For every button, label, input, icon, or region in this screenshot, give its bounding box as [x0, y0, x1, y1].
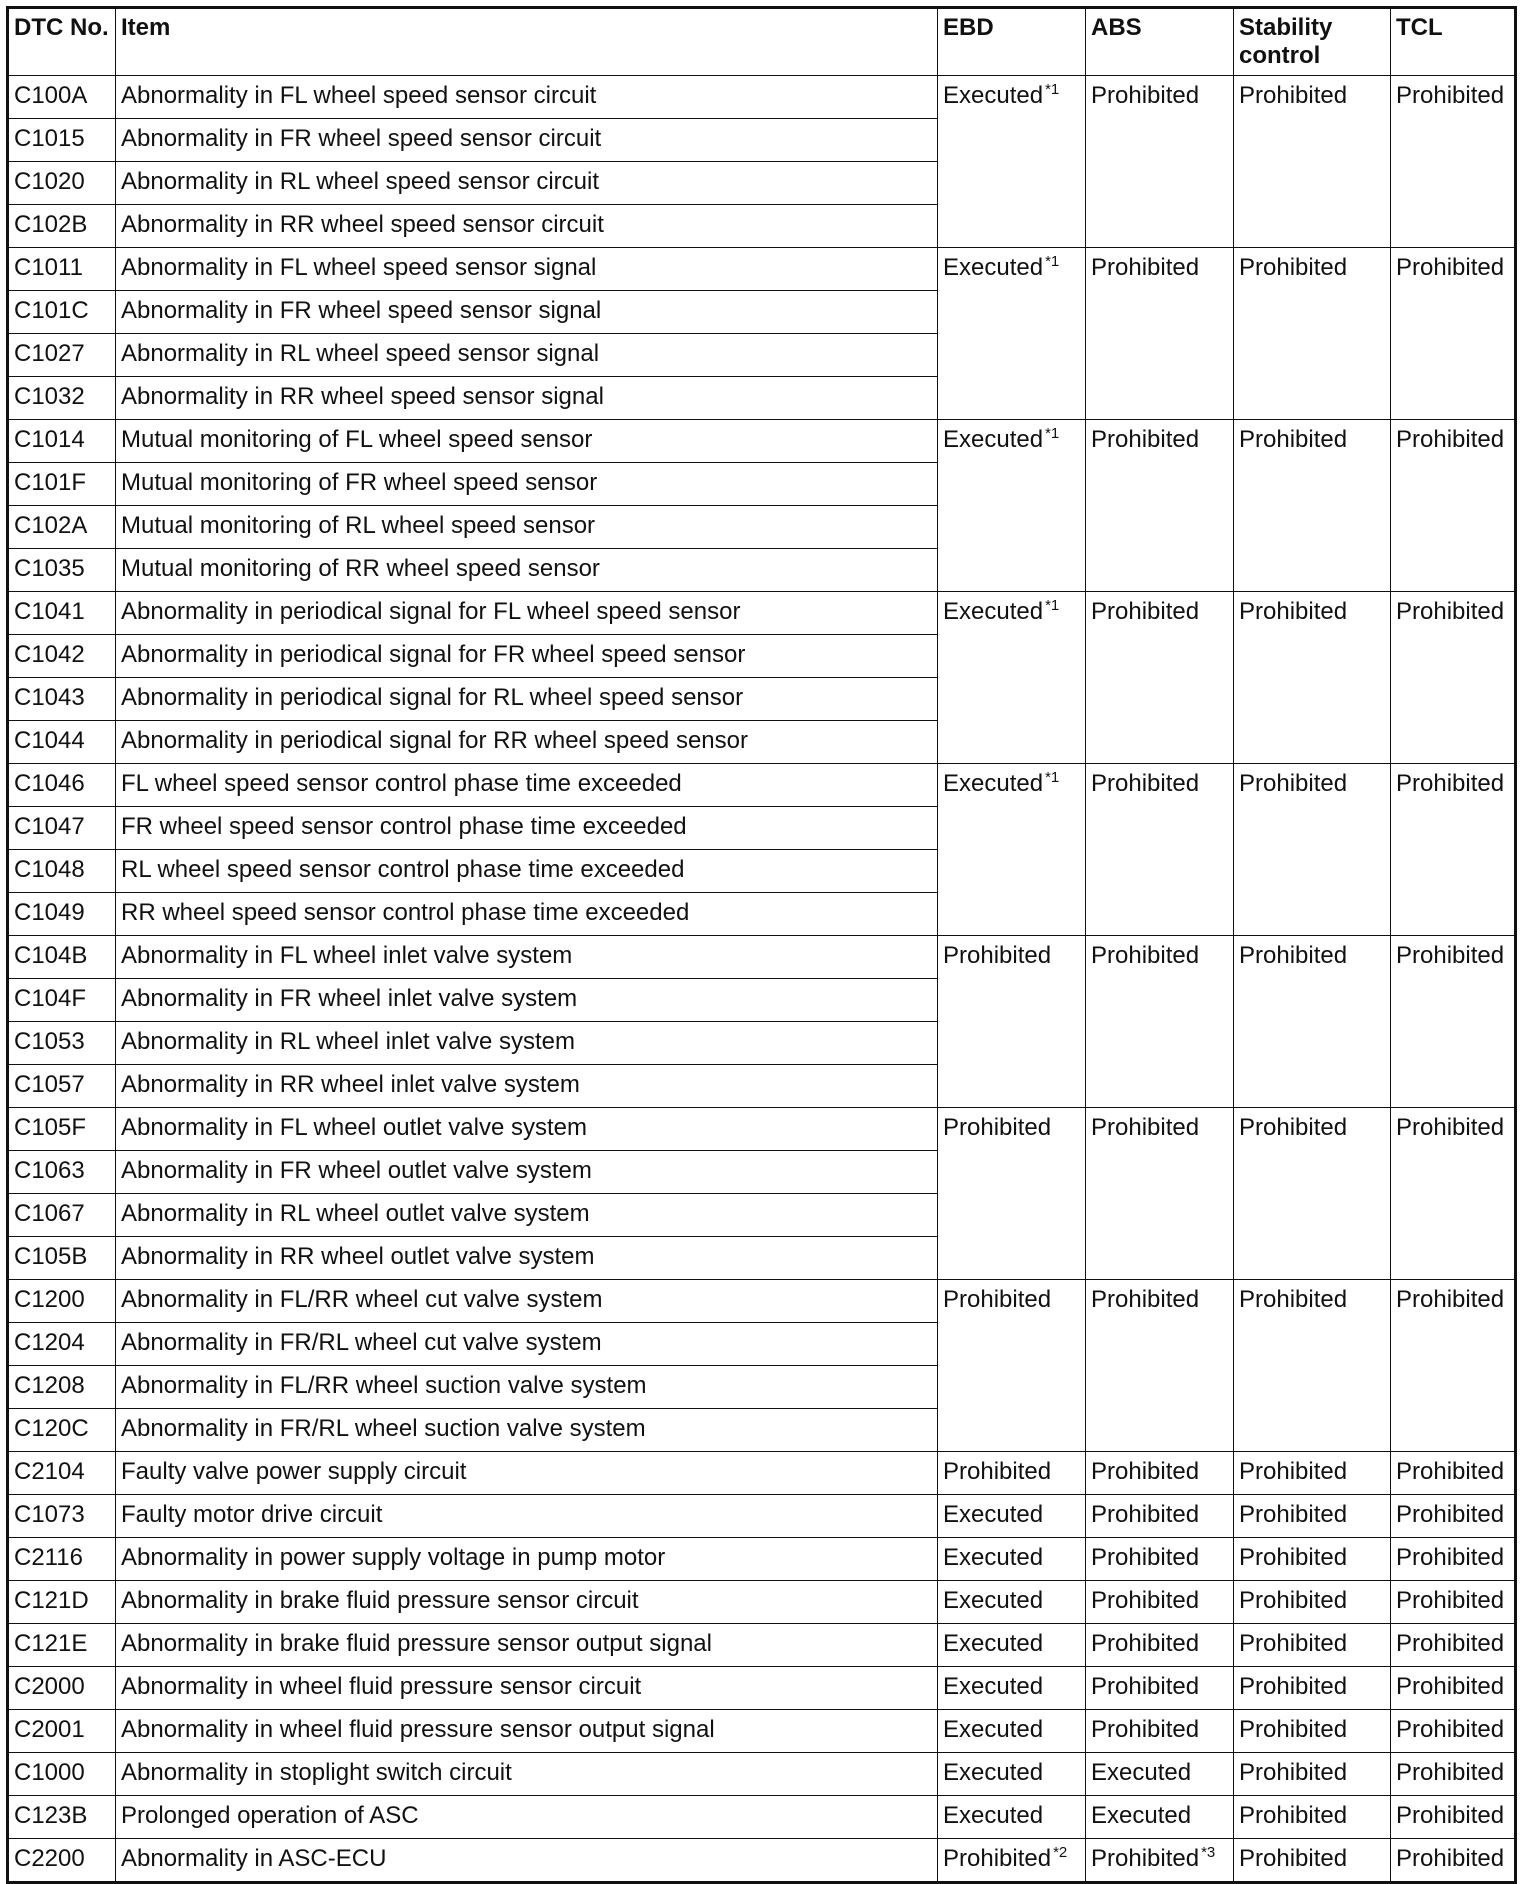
dtc-code: C1063 [8, 1151, 116, 1194]
tcl-status-text: Prohibited [1396, 1759, 1505, 1786]
footnote-marker: *3 [1201, 1844, 1216, 1861]
dtc-item: Abnormality in periodical signal for RR wheel speed sensor [116, 721, 938, 764]
table-row [8, 1753, 1516, 1796]
abs-status-text: Executed [1091, 1759, 1192, 1786]
abs-status-text: Prohibited [1091, 1587, 1200, 1614]
tcl-status [1391, 1495, 1516, 1538]
ebd-status-text: Executed [943, 598, 1044, 625]
dtc-code: C100A [8, 76, 116, 119]
dtc-item: Abnormality in FL/RR wheel suction valve system [116, 1366, 938, 1409]
header-stability-control: Stability control [1234, 8, 1391, 76]
tcl-status [1391, 1753, 1516, 1796]
stability-control-status-text: Prohibited [1239, 1630, 1348, 1657]
dtc-item: Abnormality in FR wheel outlet valve system [116, 1151, 938, 1194]
abs-status [1086, 76, 1234, 248]
abs-status-text: Prohibited [1091, 1716, 1200, 1743]
ebd-status-text: Executed [943, 1501, 1044, 1528]
dtc-item: Abnormality in wheel fluid pressure sensor output signal [116, 1710, 938, 1753]
dtc-code: C1042 [8, 635, 116, 678]
ebd-status [938, 248, 1086, 420]
tcl-status-text: Prohibited [1396, 942, 1505, 969]
dtc-item: Abnormality in FL wheel inlet valve system [116, 936, 938, 979]
dtc-code: C101C [8, 291, 116, 334]
stability-control-status [1234, 1667, 1391, 1710]
ebd-status [938, 1581, 1086, 1624]
dtc-item: Faulty motor drive circuit [116, 1495, 938, 1538]
dtc-code: C1046 [8, 764, 116, 807]
abs-status-text: Prohibited [1091, 254, 1200, 281]
abs-status [1086, 1452, 1234, 1495]
table-row [8, 1581, 1516, 1624]
ebd-status-text: Executed [943, 1630, 1044, 1657]
dtc-code: C1011 [8, 248, 116, 291]
tcl-status [1391, 1624, 1516, 1667]
stability-control-status [1234, 1495, 1391, 1538]
tcl-status [1391, 1796, 1516, 1839]
dtc-code: C1208 [8, 1366, 116, 1409]
stability-control-status-text: Prohibited [1239, 426, 1348, 453]
tcl-status [1391, 1710, 1516, 1753]
dtc-item: Mutual monitoring of FL wheel speed sensor [116, 420, 938, 463]
ebd-status-text: Executed [943, 770, 1044, 797]
tcl-status-text: Prohibited [1396, 1716, 1505, 1743]
stability-control-status [1234, 1753, 1391, 1796]
stability-control-status-text: Prohibited [1239, 1544, 1348, 1571]
stability-control-status-text: Prohibited [1239, 82, 1348, 109]
abs-status [1086, 1108, 1234, 1280]
stability-control-status [1234, 592, 1391, 764]
dtc-item: Mutual monitoring of RR wheel speed sensor [116, 549, 938, 592]
dtc-code: C101F [8, 463, 116, 506]
dtc-code: C1204 [8, 1323, 116, 1366]
abs-status-text: Prohibited [1091, 1114, 1200, 1141]
dtc-code: C123B [8, 1796, 116, 1839]
tcl-status-text: Prohibited [1396, 598, 1505, 625]
abs-status [1086, 1538, 1234, 1581]
dtc-item: Abnormality in FR wheel speed sensor signal [116, 291, 938, 334]
stability-control-status [1234, 1280, 1391, 1452]
header-tcl: TCL [1391, 8, 1516, 76]
ebd-status [938, 1796, 1086, 1839]
tcl-status [1391, 420, 1516, 592]
dtc-item: Abnormality in FR/RL wheel cut valve system [116, 1323, 938, 1366]
table-row [8, 1280, 1516, 1323]
dtc-item: Abnormality in FL wheel speed sensor circuit [116, 76, 938, 119]
dtc-code: C1073 [8, 1495, 116, 1538]
dtc-item: Abnormality in RR wheel speed sensor circuit [116, 205, 938, 248]
abs-status-text: Executed [1091, 1802, 1192, 1829]
dtc-code: C1057 [8, 1065, 116, 1108]
ebd-status-text: Prohibited [943, 1286, 1052, 1313]
stability-control-status [1234, 76, 1391, 248]
stability-control-status-text: Prohibited [1239, 1845, 1348, 1872]
ebd-status-text: Executed [943, 1673, 1044, 1700]
dtc-item: Abnormality in periodical signal for FR wheel speed sensor [116, 635, 938, 678]
ebd-status [938, 1108, 1086, 1280]
dtc-table [6, 6, 1517, 1884]
abs-status [1086, 1753, 1234, 1796]
abs-status-text: Prohibited [1091, 1845, 1200, 1872]
ebd-status [938, 1839, 1086, 1883]
ebd-status-text: Executed [943, 1759, 1044, 1786]
dtc-code: C121E [8, 1624, 116, 1667]
dtc-code: C1000 [8, 1753, 116, 1796]
footnote-marker: *1 [1045, 425, 1060, 442]
stability-control-status [1234, 1710, 1391, 1753]
footnote-marker: *1 [1045, 597, 1060, 614]
abs-status [1086, 1581, 1234, 1624]
dtc-item: Abnormality in RL wheel speed sensor signal [116, 334, 938, 377]
dtc-item: Abnormality in FL/RR wheel cut valve system [116, 1280, 938, 1323]
abs-status-text: Prohibited [1091, 770, 1200, 797]
stability-control-status [1234, 248, 1391, 420]
tcl-status [1391, 1581, 1516, 1624]
dtc-code: C1048 [8, 850, 116, 893]
stability-control-status-text: Prohibited [1239, 1501, 1348, 1528]
ebd-status [938, 592, 1086, 764]
dtc-item: Abnormality in FR wheel inlet valve system [116, 979, 938, 1022]
ebd-status-text: Executed [943, 254, 1044, 281]
table-row [8, 76, 1516, 119]
abs-status-text: Prohibited [1091, 1544, 1200, 1571]
table-row [8, 248, 1516, 291]
stability-control-status-text: Prohibited [1239, 770, 1348, 797]
table-body [8, 76, 1516, 1883]
abs-status [1086, 1710, 1234, 1753]
stability-control-status-text: Prohibited [1239, 1673, 1348, 1700]
dtc-code: C104F [8, 979, 116, 1022]
ebd-status [938, 420, 1086, 592]
dtc-item: Abnormality in RR wheel inlet valve system [116, 1065, 938, 1108]
dtc-item: Abnormality in power supply voltage in pump motor [116, 1538, 938, 1581]
tcl-status-text: Prohibited [1396, 1673, 1505, 1700]
dtc-item: Faulty valve power supply circuit [116, 1452, 938, 1495]
dtc-code: C1041 [8, 592, 116, 635]
abs-status [1086, 936, 1234, 1108]
dtc-code: C1020 [8, 162, 116, 205]
abs-status [1086, 1839, 1234, 1883]
dtc-item: RL wheel speed sensor control phase time exceeded [116, 850, 938, 893]
tcl-status-text: Prohibited [1396, 1845, 1505, 1872]
table-row [8, 1710, 1516, 1753]
stability-control-status-text: Prohibited [1239, 1716, 1348, 1743]
tcl-status [1391, 1667, 1516, 1710]
stability-control-status [1234, 1538, 1391, 1581]
abs-status-text: Prohibited [1091, 82, 1200, 109]
abs-status [1086, 248, 1234, 420]
table-row [8, 420, 1516, 463]
stability-control-status-text: Prohibited [1239, 1759, 1348, 1786]
tcl-status [1391, 1538, 1516, 1581]
dtc-item: RR wheel speed sensor control phase time exceeded [116, 893, 938, 936]
abs-status-text: Prohibited [1091, 1673, 1200, 1700]
ebd-status [938, 1667, 1086, 1710]
ebd-status-text: Prohibited [943, 1114, 1052, 1141]
tcl-status-text: Prohibited [1396, 1286, 1505, 1313]
dtc-code: C121D [8, 1581, 116, 1624]
abs-status [1086, 1667, 1234, 1710]
ebd-status [938, 1495, 1086, 1538]
ebd-status-text: Prohibited [943, 1845, 1052, 1872]
ebd-status-text: Executed [943, 1716, 1044, 1743]
abs-status [1086, 592, 1234, 764]
dtc-code: C2000 [8, 1667, 116, 1710]
tcl-status-text: Prohibited [1396, 770, 1505, 797]
ebd-status-text: Executed [943, 82, 1044, 109]
dtc-item: Abnormality in wheel fluid pressure sensor circuit [116, 1667, 938, 1710]
abs-status [1086, 1280, 1234, 1452]
dtc-item: Abnormality in brake fluid pressure sensor circuit [116, 1581, 938, 1624]
ebd-status [938, 1280, 1086, 1452]
dtc-item: Mutual monitoring of RL wheel speed sensor [116, 506, 938, 549]
ebd-status [938, 936, 1086, 1108]
dtc-code: C105B [8, 1237, 116, 1280]
dtc-item: Abnormality in stoplight switch circuit [116, 1753, 938, 1796]
ebd-status-text: Prohibited [943, 942, 1052, 969]
ebd-status [938, 1538, 1086, 1581]
tcl-status [1391, 248, 1516, 420]
stability-control-status [1234, 1452, 1391, 1495]
abs-status [1086, 764, 1234, 936]
dtc-item: Abnormality in ASC-ECU [116, 1839, 938, 1883]
table-row [8, 1495, 1516, 1538]
tcl-status-text: Prohibited [1396, 1630, 1505, 1657]
table-row [8, 1667, 1516, 1710]
dtc-item: Abnormality in RL wheel outlet valve system [116, 1194, 938, 1237]
footnote-marker: *2 [1053, 1844, 1068, 1861]
tcl-status [1391, 76, 1516, 248]
dtc-item: FR wheel speed sensor control phase time exceeded [116, 807, 938, 850]
stability-control-status-text: Prohibited [1239, 1587, 1348, 1614]
dtc-item: Mutual monitoring of FR wheel speed sensor [116, 463, 938, 506]
ebd-status [938, 1753, 1086, 1796]
ebd-status [938, 1710, 1086, 1753]
dtc-code: C1044 [8, 721, 116, 764]
stability-control-status-text: Prohibited [1239, 254, 1348, 281]
table-row [8, 592, 1516, 635]
header-row [8, 8, 1516, 76]
stability-control-status-text: Prohibited [1239, 1458, 1348, 1485]
dtc-code: C2104 [8, 1452, 116, 1495]
stability-control-status-text: Prohibited [1239, 1114, 1348, 1141]
dtc-item: Abnormality in FR/RL wheel suction valve system [116, 1409, 938, 1452]
header-ebd: EBD [938, 8, 1086, 76]
dtc-item: Abnormality in RR wheel outlet valve system [116, 1237, 938, 1280]
stability-control-status-text: Prohibited [1239, 942, 1348, 969]
ebd-status [938, 1452, 1086, 1495]
dtc-code: C1035 [8, 549, 116, 592]
stability-control-status [1234, 1796, 1391, 1839]
dtc-code: C1053 [8, 1022, 116, 1065]
header-dtc: DTC No. [8, 8, 116, 76]
footnote-marker: *1 [1045, 253, 1060, 270]
dtc-code: C1015 [8, 119, 116, 162]
footnote-marker: *1 [1045, 769, 1060, 786]
tcl-status [1391, 1839, 1516, 1883]
dtc-code: C1043 [8, 678, 116, 721]
tcl-status-text: Prohibited [1396, 1544, 1505, 1571]
abs-status-text: Prohibited [1091, 598, 1200, 625]
dtc-code: C102B [8, 205, 116, 248]
dtc-code: C102A [8, 506, 116, 549]
ebd-status-text: Executed [943, 1544, 1044, 1571]
dtc-code: C1032 [8, 377, 116, 420]
dtc-item: Abnormality in FL wheel speed sensor signal [116, 248, 938, 291]
dtc-code: C120C [8, 1409, 116, 1452]
table-row [8, 936, 1516, 979]
abs-status-text: Prohibited [1091, 1286, 1200, 1313]
abs-status [1086, 420, 1234, 592]
dtc-item: Abnormality in RL wheel inlet valve system [116, 1022, 938, 1065]
dtc-item: Abnormality in brake fluid pressure sensor output signal [116, 1624, 938, 1667]
abs-status-text: Prohibited [1091, 426, 1200, 453]
table-row [8, 1538, 1516, 1581]
dtc-code: C1067 [8, 1194, 116, 1237]
dtc-code: C1049 [8, 893, 116, 936]
tcl-status-text: Prohibited [1396, 254, 1505, 281]
stability-control-status [1234, 936, 1391, 1108]
tcl-status-text: Prohibited [1396, 82, 1505, 109]
tcl-status [1391, 764, 1516, 936]
abs-status-text: Prohibited [1091, 1458, 1200, 1485]
table-row [8, 1839, 1516, 1883]
table-row [8, 1624, 1516, 1667]
dtc-item: Abnormality in periodical signal for RL wheel speed sensor [116, 678, 938, 721]
dtc-item: Abnormality in periodical signal for FL wheel speed sensor [116, 592, 938, 635]
abs-status [1086, 1796, 1234, 1839]
tcl-status [1391, 592, 1516, 764]
header-item: Item [116, 8, 938, 76]
tcl-status-text: Prohibited [1396, 1458, 1505, 1485]
tcl-status [1391, 936, 1516, 1108]
tcl-status-text: Prohibited [1396, 1501, 1505, 1528]
ebd-status [938, 76, 1086, 248]
dtc-code: C2001 [8, 1710, 116, 1753]
abs-status [1086, 1495, 1234, 1538]
stability-control-status [1234, 420, 1391, 592]
dtc-item: Abnormality in RR wheel speed sensor signal [116, 377, 938, 420]
dtc-item: Prolonged operation of ASC [116, 1796, 938, 1839]
dtc-code: C2200 [8, 1839, 116, 1883]
ebd-status-text: Prohibited [943, 1458, 1052, 1485]
dtc-code: C1014 [8, 420, 116, 463]
dtc-item: Abnormality in RL wheel speed sensor circuit [116, 162, 938, 205]
stability-control-status [1234, 1839, 1391, 1883]
dtc-code: C1027 [8, 334, 116, 377]
table-row [8, 1796, 1516, 1839]
dtc-code: C1047 [8, 807, 116, 850]
tcl-status-text: Prohibited [1396, 1802, 1505, 1829]
abs-status-text: Prohibited [1091, 942, 1200, 969]
ebd-status-text: Executed [943, 1587, 1044, 1614]
dtc-item: Abnormality in FL wheel outlet valve system [116, 1108, 938, 1151]
tcl-status [1391, 1280, 1516, 1452]
stability-control-status [1234, 1581, 1391, 1624]
tcl-status [1391, 1452, 1516, 1495]
stability-control-status [1234, 1108, 1391, 1280]
table-row [8, 1452, 1516, 1495]
tcl-status [1391, 1108, 1516, 1280]
tcl-status-text: Prohibited [1396, 426, 1505, 453]
stability-control-status-text: Prohibited [1239, 1802, 1348, 1829]
ebd-status-text: Executed [943, 426, 1044, 453]
tcl-status-text: Prohibited [1396, 1587, 1505, 1614]
ebd-status [938, 764, 1086, 936]
abs-status-text: Prohibited [1091, 1501, 1200, 1528]
tcl-status-text: Prohibited [1396, 1114, 1505, 1141]
dtc-code: C105F [8, 1108, 116, 1151]
ebd-status-text: Executed [943, 1802, 1044, 1829]
dtc-code: C2116 [8, 1538, 116, 1581]
ebd-status [938, 1624, 1086, 1667]
stability-control-status [1234, 1624, 1391, 1667]
dtc-code: C1200 [8, 1280, 116, 1323]
dtc-item: FL wheel speed sensor control phase time exceeded [116, 764, 938, 807]
table-row [8, 1108, 1516, 1151]
stability-control-status-text: Prohibited [1239, 598, 1348, 625]
stability-control-status [1234, 764, 1391, 936]
stability-control-status-text: Prohibited [1239, 1286, 1348, 1313]
abs-status-text: Prohibited [1091, 1630, 1200, 1657]
table-row [8, 764, 1516, 807]
header-abs: ABS [1086, 8, 1234, 76]
abs-status [1086, 1624, 1234, 1667]
dtc-code: C104B [8, 936, 116, 979]
footnote-marker: *1 [1045, 81, 1060, 98]
dtc-item: Abnormality in FR wheel speed sensor circuit [116, 119, 938, 162]
